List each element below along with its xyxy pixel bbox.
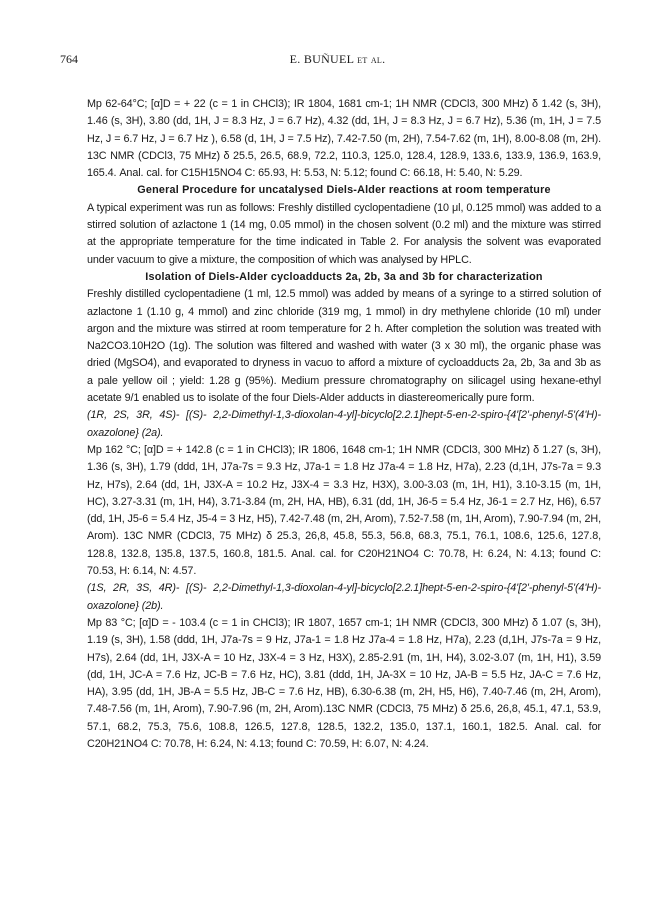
paragraph-2b-data: Mp 83 °C; [α]D = - 103.4 (c = 1 in CHCl3); IR 1807, 1657 cm-1; 1H NMR (CDCl3, 300 MHz) δ 1.07 (s, 3H), 1.19 (s, 3H), 1.58 (ddd, 1H, J7a-7s = 9 Hz, J7a-1 = 1.8 Hz J7a-4 = 1.8 Hz, H7a), 2.23 (d,1H, J7s-7a = 9 Hz, H7s), 2.64 (dd, 1H, J3X-A = 10 Hz, J3X-4 = 3 Hz, H3X), 2.85-2.91 (m, 1H, H4), 3.02-3.07 (m, 1H, H1), 3.59 (dd, 1H, JC-A = 7.6 Hz, JC-B = 7.6 Hz, HC), 3.81 (ddd, 1H, JA-3X = 10 Hz, JA-B = 5.5 Hz, JA-C = 7.6 Hz, HA), 3.95 (dd, 1H, JB-A = 5.5 Hz, JB-C = 7.6 Hz, HB), 6.30-6.38 (m, 2H, H5, H6), 7.40-7.46 (m, 2H, Arom), 7.48-7.56 (m, 1H, Arom), 7.90-7.96 (m, 2H, Arom).13C NMR (CDCl3, 75 MHz) δ 25.6, 26,8, 45.1, 47.1, 53.9, 57.1, 68.2, 75.3, 75.6, 108.8, 126.5, 127.8, 128.5, 132.2, 135.0, 137.1, 160.1, 182.5. Anal. cal. for C20H21NO4 C: 70.78, H: 6.24, N: 4.13; found C: 70.59, H: 6.07, N: 4.24. xyxy=(87,616,601,750)
compound-title-2a: (1R, 2S, 3R, 4S)- [(S)- 2,2-Dimethyl-1,3-dioxolan-4-yl]-bicyclo[2.2.1]hept-5-en-2-spiro-{4'[2'-phenyl-5'(4'H)-oxazolone} (2a). xyxy=(87,409,601,439)
compound-title-2b: (1S, 2R, 3S, 4R)- [(S)- 2,2-Dimethyl-1,3-dioxolan-4-yl]-bicyclo[2.2.1]hept-5-en-2-spiro-{4'[2'-phenyl-5'(4'H)-oxazolone} (2b). xyxy=(87,582,601,612)
page-number: 764 xyxy=(60,52,78,66)
section-heading-general-procedure: General Procedure for uncatalysed Diels-Alder reactions at room temperature xyxy=(137,184,551,197)
article-body xyxy=(87,96,601,753)
running-header xyxy=(60,52,615,68)
paragraph-isolation: Freshly distilled cyclopentadiene (1 ml, 12.5 mmol) was added by means of a syringe to a stirred solution of azlactone 1 (1.10 g, 4 mmol) and zinc chloride (319 mg, 1 mmol) in dry methylene chloride (10 ml) under argon and the mixture was stirred at room temperature for 2 h. After completion the solution was treated with Na2CO3.10H2O (1g). The solution was filtered and washed with water (3 x 30 ml), the organic phase was dried (MgSO4), and evaporated to dryness in vacuo to afford a mixture of cycloadducts 2a, 2b, 3a and 3b as a pale yellow oil ; yield: 1.28 g (95%). Medium pressure chromatography on silicagel using hexane-ethyl acetate 9/1 enabled us to isolate of the four Diels-Alder adducts in diastereomerically pure form. xyxy=(87,288,601,405)
section-heading-isolation: Isolation of Diels-Alder cycloadducts 2a, 2b, 3a and 3b for characterization xyxy=(145,270,543,283)
paragraph-2a-data: Mp 162 °C; [α]D = + 142.8 (c = 1 in CHCl3); IR 1806, 1648 cm-1; 1H NMR (CDCl3, 300 MHz) δ 1.27 (s, 3H), 1.36 (s, 3H), 1.79 (ddd, 1H, J7a-7s = 9.3 Hz, J7a-1 = 1.8 Hz J7a-4 = 1.8 Hz, H7a), 2.23 (d,1H, J7s-7a = 9.3 Hz, H7s), 2.64 (dd, 1H, J3X-A = 10.2 Hz, J3X-4 = 3.3 Hz, H3X), 3.00-3.03 (m, 1H, H1), 3.10-3.15 (m, 1H, HC), 3.27-3.31 (m, 1H, H4), 3.71-3.84 (m, 2H, HA, HB), 6.31 (dd, 1H, J6-5 = 5.4 Hz, J6-1 = 2.7 Hz, H6), 6.57 (dd, 1H, J5-6 = 5.4 Hz, J5-4 = 3 Hz, H5), 7.42-7.48 (m, 2H, Arom), 7.52-7.58 (m, 1H, Arom), 7.90-7.94 (m, 2H, Arom). 13C NMR (CDCl3, 75 MHz) δ 25.3, 26,8, 45.8, 55.3, 56.8, 68.3, 75.1, 76.1, 108.6, 125.6, 127.8, 128.8, 132.8, 135.8, 137.5, 160.8, 181.5. Anal. cal. for C20H21NO4 C: 70.78, H: 6.24, N: 4.13; found C: 70.53, H: 6.14, N: 4.57. xyxy=(87,443,601,578)
paragraph-general-procedure: A typical experiment was run as follows: Freshly distilled cyclopentadiene (10 μl, 0.125 mmol) was added to a stirred solution of azlactone 1 (14 mg, 0.05 mmol) in the chosen solvent (0.2 ml) and the mixture was stirred at the appropriate temperature for the time indicated in Table 2. For analysis the solvent was evaporated under vacuum to give a mixture, the composition of which was analysed by HPLC. xyxy=(87,201,601,266)
paragraph-characterization-data: Mp 62-64°C; [α]D = + 22 (c = 1 in CHCl3); IR 1804, 1681 cm-1; 1H NMR (CDCl3, 300 MHz) δ 1.42 (s, 3H), 1.46 (s, 3H), 3.80 (dd, 1H, J = 8.3 Hz, J = 6.7 Hz), 4.32 (dd, 1H, J = 8.3 Hz, J = 6.7 Hz), 5.36 (m, 1H, J = 7.5 Hz, J = 6.7 Hz, J = 6.7 Hz ), 6.58 (d, 1H, J = 7.5 Hz), 7.42-7.50 (m, 2H), 7.54-7.62 (m, 1H), 8.00-8.08 (m, 2H). 13C NMR (CDCl3, 75 MHz) δ 25.5, 26.5, 68.9, 72.2, 110.3, 125.0, 128.4, 128.9, 133.6, 133.9, 136.9, 163.9, 165.4. Anal. cal. for C15H15NO4 C: 65.93, H: 5.53, N: 5.12; found C: 66.18, H: 5.40, N: 5.29. xyxy=(87,98,601,180)
running-title: E. BUÑUEL et al. xyxy=(289,52,386,66)
